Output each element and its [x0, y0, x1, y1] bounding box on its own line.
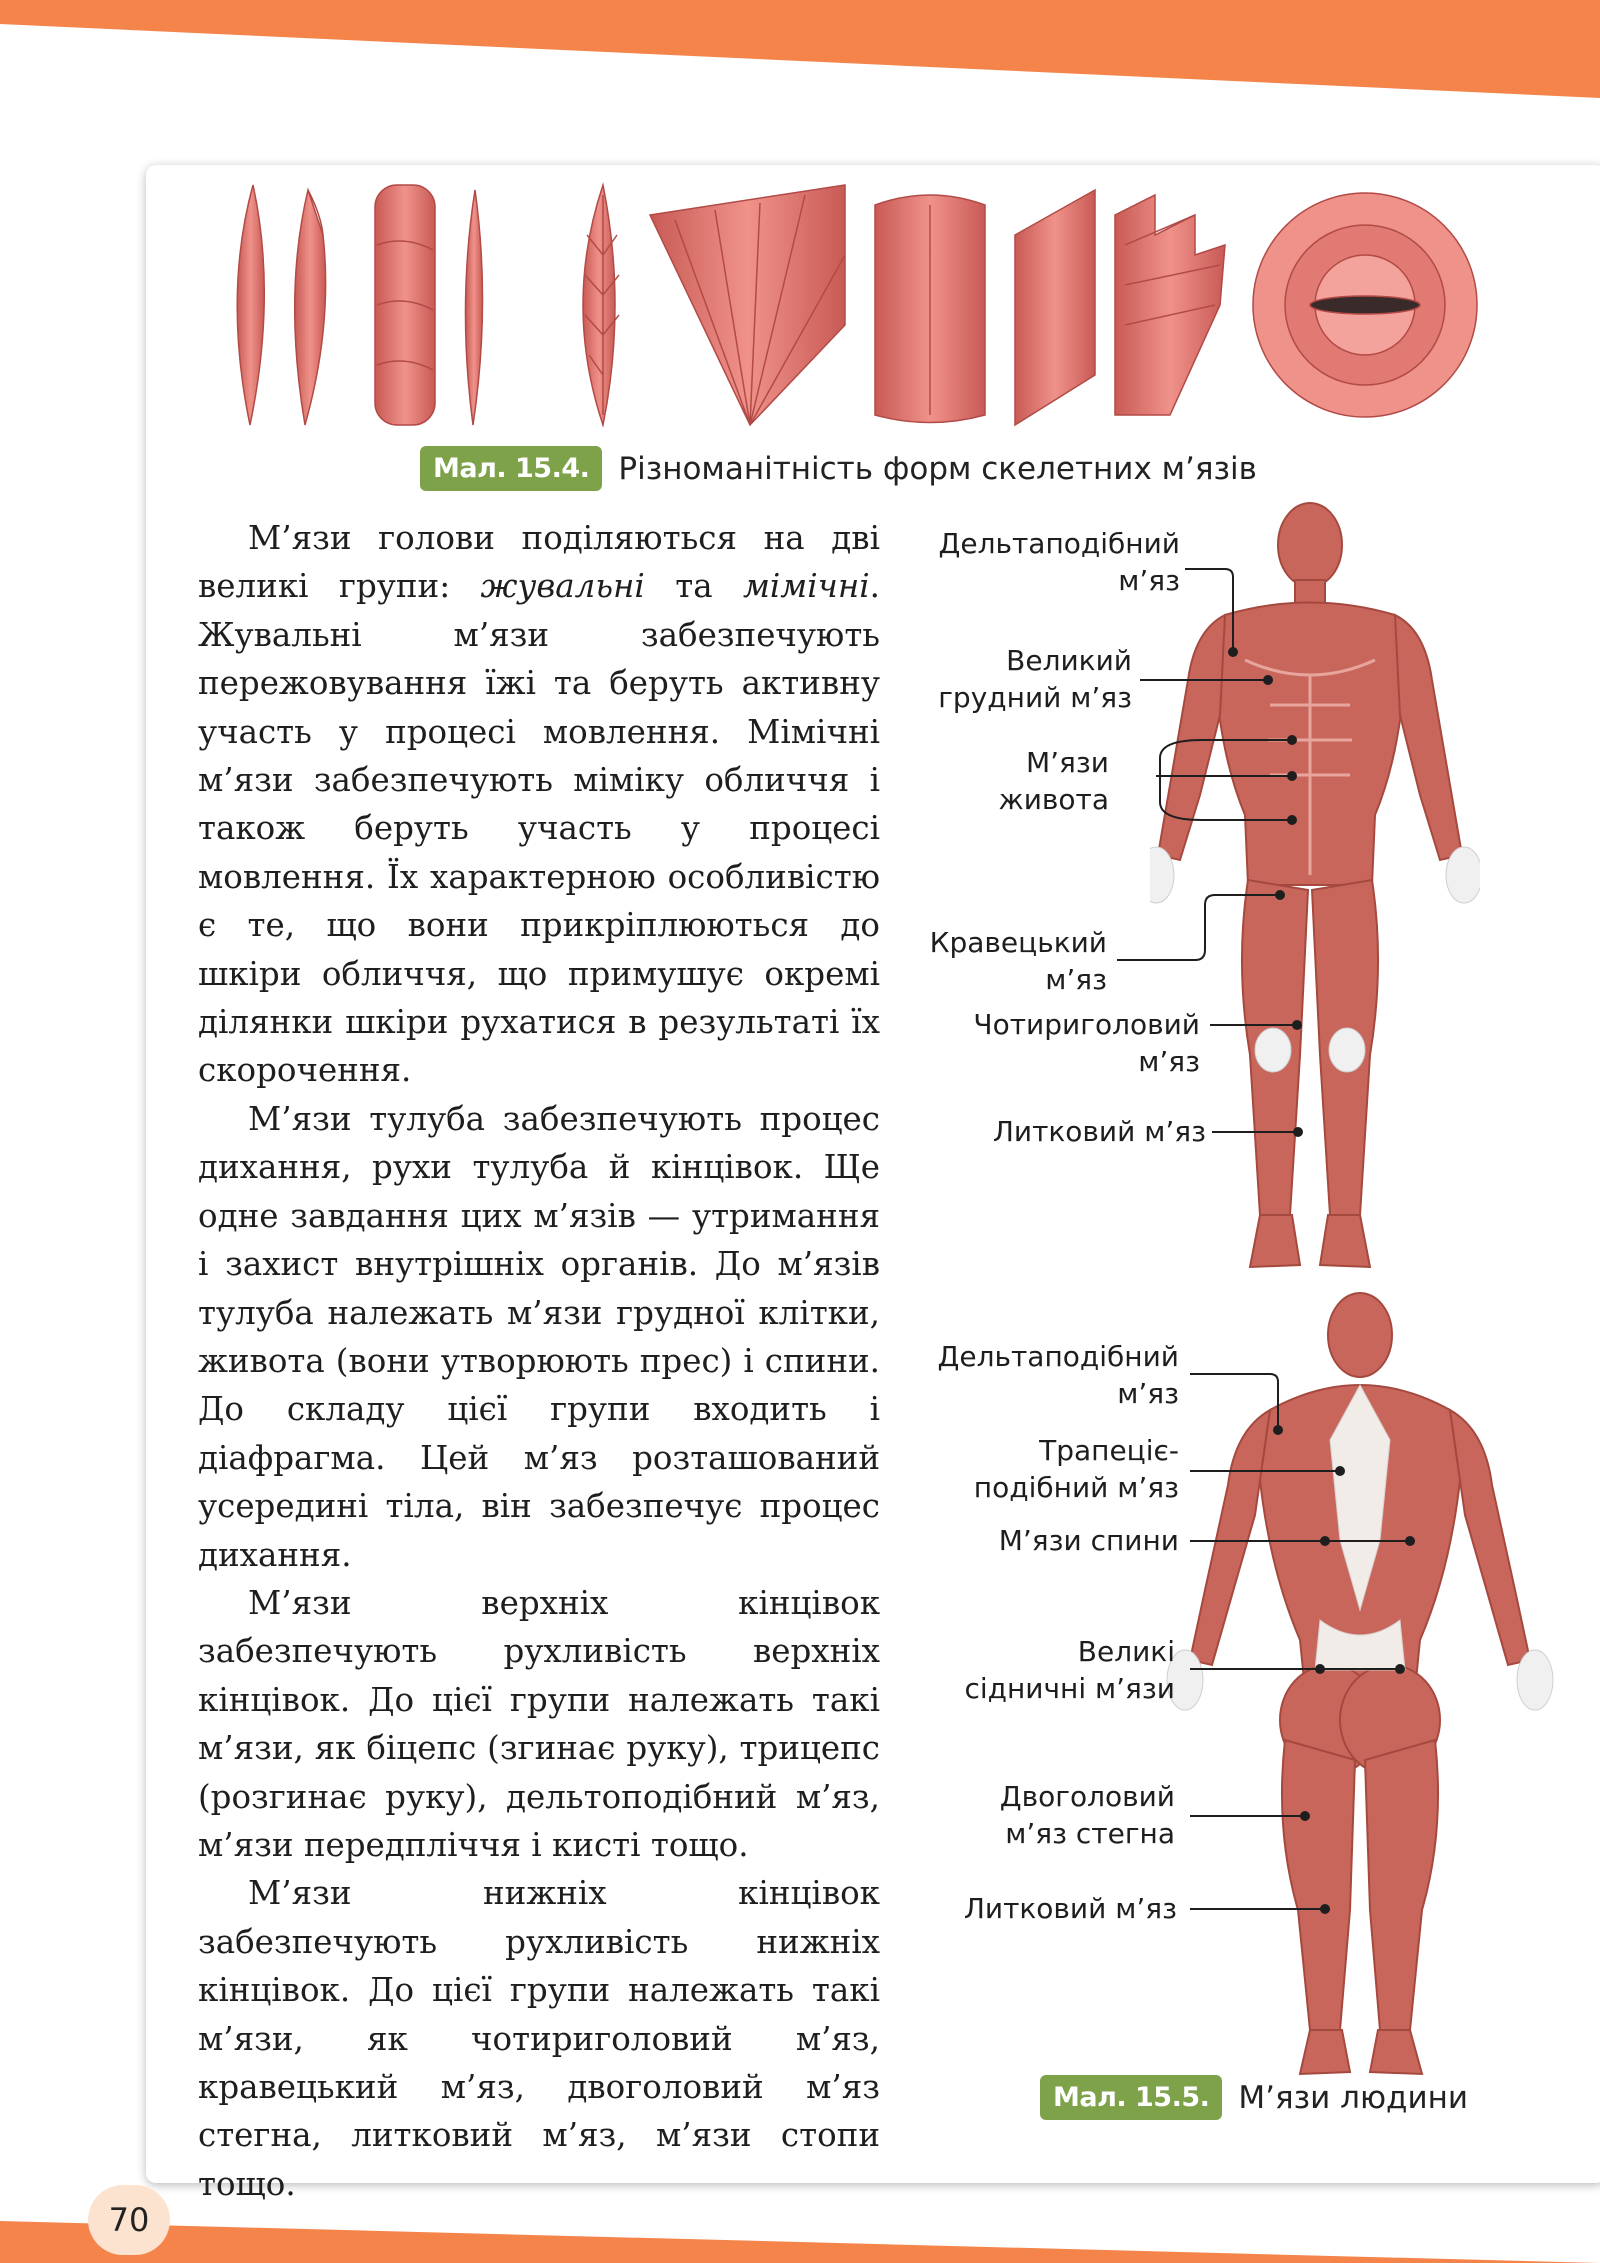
- term-mimic: мімічні: [742, 567, 870, 606]
- paragraph-head-muscles: М’язи голови поділяються на дві великі групи: жувальні та мімічні. Жувальні м’язи забезпечують пережовування їжі та беруть активну участь у процесі мовлення. Мімічні м’язи забезпечують міміку обличчя і також беруть участь у процесі мовлення. Їх характерною особливістю є те, що вони прикріплюються до шкіри обличчя, що примушує окремі ділянки шкіри рухатися в результаті їх скорочення.: [198, 519, 880, 1090]
- label-back-trapezius: Трапеціє- подібний м’яз: [973, 1434, 1179, 1504]
- figure-15-4-text: Різноманітність форм скелетних м’язів: [618, 450, 1257, 487]
- label-back-deltoid: Дельтаподібний м’яз: [937, 1340, 1179, 1410]
- paragraph-trunk-muscles: М’язи тулуба забезпечують процес дихання, рухи тулуба й кінцівок. Ще одне завдання цих м’язів — утримання і захист внутрішніх органів. До м’язів тулуба належать м’язи грудної клітки, живота (вони утворюють прес) і спини. До складу цієї групи входить і діафрагма. Цей м’яз розташований усередині тіла, він забезпечує процес дихання.: [198, 1099, 880, 1574]
- bottom-orange-band: [0, 2203, 1600, 2263]
- front-muscle-figure: [1150, 495, 1480, 1280]
- main-text: [198, 514, 880, 2208]
- label-front-pectoral: Великий грудний м’яз: [938, 644, 1132, 714]
- label-back-calf: Литковий м’яз: [963, 1892, 1177, 1925]
- label-front-quadriceps: Чотириголовий м’яз: [973, 1008, 1200, 1078]
- figure-15-4-caption: [420, 446, 1257, 491]
- back-muscle-figure: [1150, 1290, 1570, 2080]
- paragraph-lower-limb-muscles: М’язи нижніх кінцівок забезпечують рухливість нижніх кінцівок. До цієї групи належать такі м’язи, як чотириголовий м’яз, кравецький м’яз, двоголовий м’яз стегна, литковий м’яз, м’язи стопи тощо.: [198, 1874, 880, 2203]
- muscle-shapes-figure: [195, 175, 1495, 435]
- figure-15-5-badge: Мал. 15.5.: [1040, 2075, 1222, 2120]
- top-orange-band: [0, 0, 1600, 100]
- figure-15-5-caption: [1040, 2075, 1468, 2120]
- figure-15-4-badge: Мал. 15.4.: [420, 446, 602, 491]
- label-back-biceps-femoris: Двоголовий м’яз стегна: [999, 1780, 1175, 1850]
- label-front-abdominal: М’язи живота: [998, 746, 1109, 816]
- page-number: 70: [88, 2185, 170, 2255]
- label-front-calf: Литковий м’яз: [992, 1115, 1206, 1148]
- label-back-gluteal: Великі сідничні м’язи: [964, 1635, 1175, 1705]
- figure-15-5-text: М’язи людини: [1238, 2079, 1469, 2116]
- label-front-sartorius: Кравецький м’яз: [929, 926, 1107, 996]
- term-chewing: жувальні: [480, 567, 645, 606]
- label-front-deltoid: Дельтаподібний м’яз: [938, 527, 1180, 597]
- label-back-muscles: М’язи спини: [998, 1524, 1179, 1557]
- paragraph-upper-limb-muscles: М’язи верхніх кінцівок забезпечують рухливість верхніх кінцівок. До цієї групи належать такі м’язи, як біцепс (згинає руку), трицепс (розгинає руку), дельтоподібний м’яз, м’язи передпліччя і кисті тощо.: [198, 1583, 880, 1864]
